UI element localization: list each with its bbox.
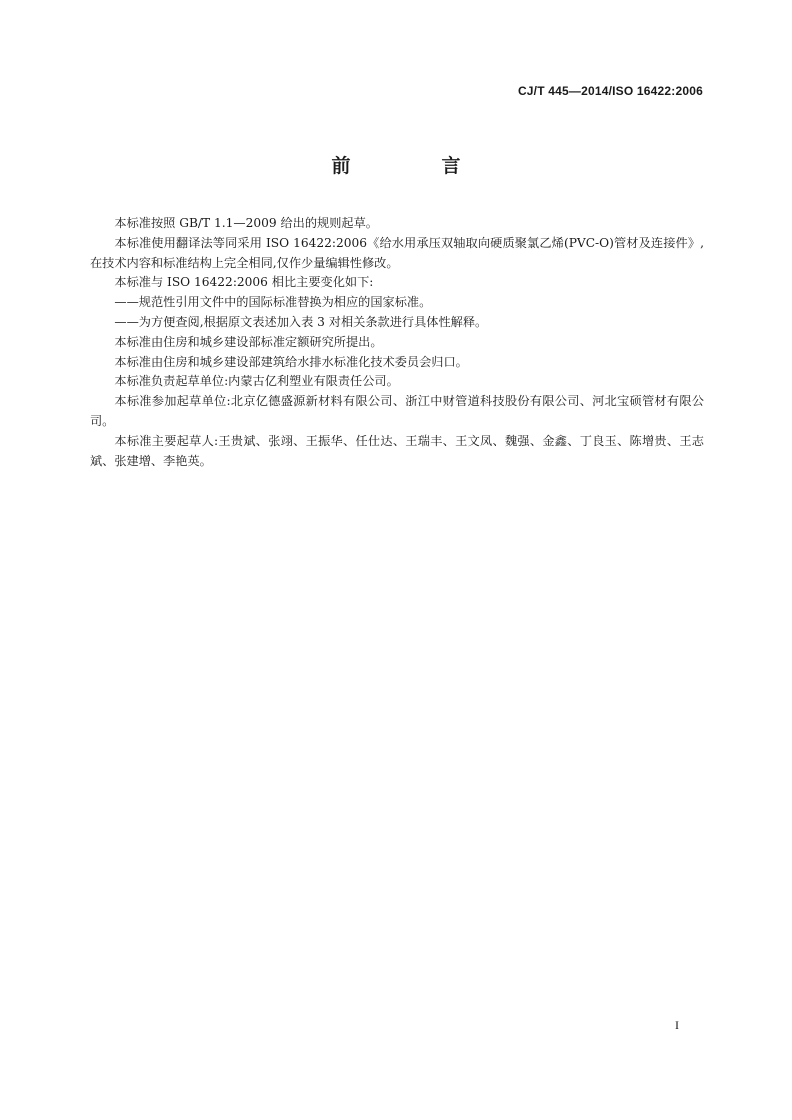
paragraph-proposer: 本标准由住房和城乡建设部标准定额研究所提出。 bbox=[114, 334, 383, 349]
paragraph-main-drafters: 本标准主要起草人:王贵斌、张翊、王振华、任仕达、王瑞丰、王文凤、魏强、金鑫、丁良玉、陈增贵、王志斌、张建增、李艳英。 bbox=[90, 433, 704, 468]
paragraph-lead-drafter: 本标准负责起草单位:内蒙古亿利塑业有限责任公司。 bbox=[114, 374, 399, 389]
paragraph-committee: 本标准由住房和城乡建设部建筑给水排水标准化技术委员会归口。 bbox=[114, 354, 468, 369]
paragraph-participating-drafters: 本标准参加起草单位:北京亿德盛源新材料有限公司、浙江中财管道科技股份有限公司、河北宝硕管材有限公司。 bbox=[90, 394, 704, 428]
paragraph-changes-intro: 本标准与 ISO 16422:2006 相比主要变化如下: bbox=[114, 275, 374, 290]
standard-code: CJ/T 445—2014/ISO 16422:2006 bbox=[517, 84, 703, 98]
paragraph-adoption: 本标准使用翻译法等同采用 ISO 16422:2006《给水用承压双轴取向硬质聚氯乙烯(PVC-O)管材及连接件》,在技术内容和标准结构上完全相同,仅作少量编辑性修改。 bbox=[90, 235, 704, 270]
paragraph-change-item-1: ——规范性引用文件中的国际标准替换为相应的国家标准。 bbox=[114, 295, 432, 310]
page-title: 前 言 bbox=[331, 155, 497, 177]
paragraph-drafting-rules: 本标准按照 GB/T 1.1—2009 给出的规则起草。 bbox=[114, 216, 378, 230]
preface-body bbox=[90, 214, 704, 471]
paragraph-change-item-2: ——为方便查阅,根据原文表述加入表 3 对相关条款进行具体性解释。 bbox=[114, 314, 488, 329]
page-number: I bbox=[675, 1018, 679, 1032]
